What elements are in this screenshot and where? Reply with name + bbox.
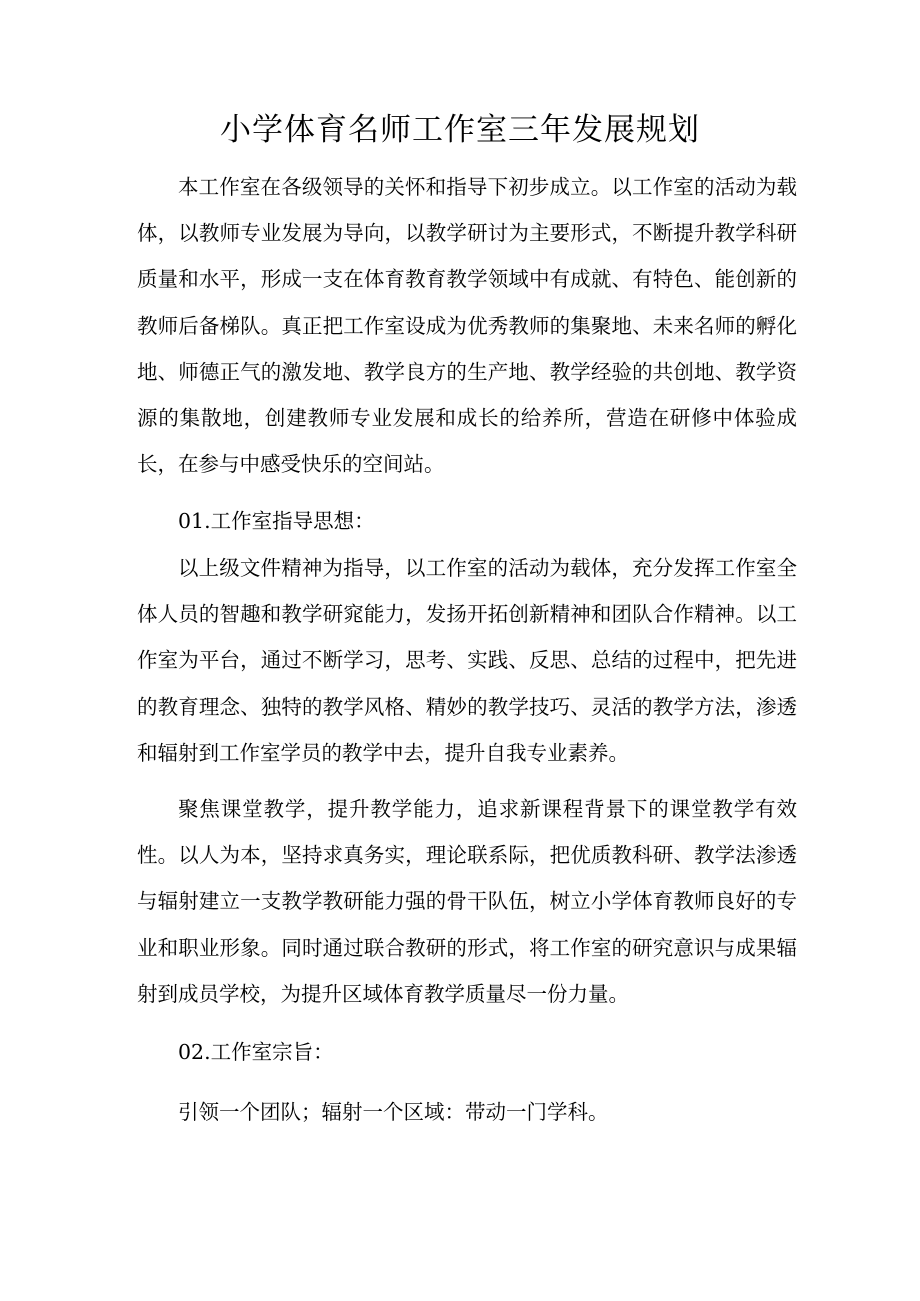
intro-paragraph: 本工作室在各级领导的关怀和指导下初步成立。以工作室的活动为载体，以教师专业发展为导向，以教学研讨为主要形式，不断提升教学科研质量和水平，形成一支在体育教育教学领域中有成就、有特色、能创新的教师后备梯队。真正把工作室设成为优秀教师的集聚地、未来名师的孵化地、师德正气的激发地、教学良方的生产地、教学经验的共创地、教学资源的集散地，创建教师专业发展和成长的给养所，营造在研修中体验成长，在参与中感受快乐的空间站。 <box>137 175 797 477</box>
section-heading-guiding-thought: 01.工作室指导思想： <box>178 509 375 533</box>
purpose-paragraph: 引领一个团队；辐射一个区域：带动一门学科。 <box>178 1100 609 1124</box>
document-title: 小学体育名师工作室三年发展规划 <box>220 112 700 148</box>
guiding-thought-paragraph-1: 以上级文件精神为指导，以工作室的活动为载体，充分发挥工作室全体人员的智趣和教学研窕能力，发扬开拓创新精神和团队合作精神。以工作室为平台，通过不断学习，思考、实践、反思、总结的过程中，把先进的教育理念、独特的教学风格、精妙的教学技巧、灵活的教学方法，渗透和辐射到工作室学员的教学中去，提升自我专业素养。 <box>137 556 797 765</box>
guiding-thought-paragraph-2: 聚焦课堂教学，提升教学能力，追求新课程背景下的课堂教学有效性。以人为本，坚持求真务实，理论联系际，把优质教科研、教学法渗透与辐射建立一支教学教研能力强的骨干队伍，树立小学体育教师良好的专业和职业形象。同时通过联合教研的形式，将工作室的研究意识与成果辐射到成员学校，为提升区域体育教学质量尽一份力量。 <box>137 797 797 1006</box>
section-heading-purpose: 02.工作室宗旨： <box>178 1040 334 1064</box>
